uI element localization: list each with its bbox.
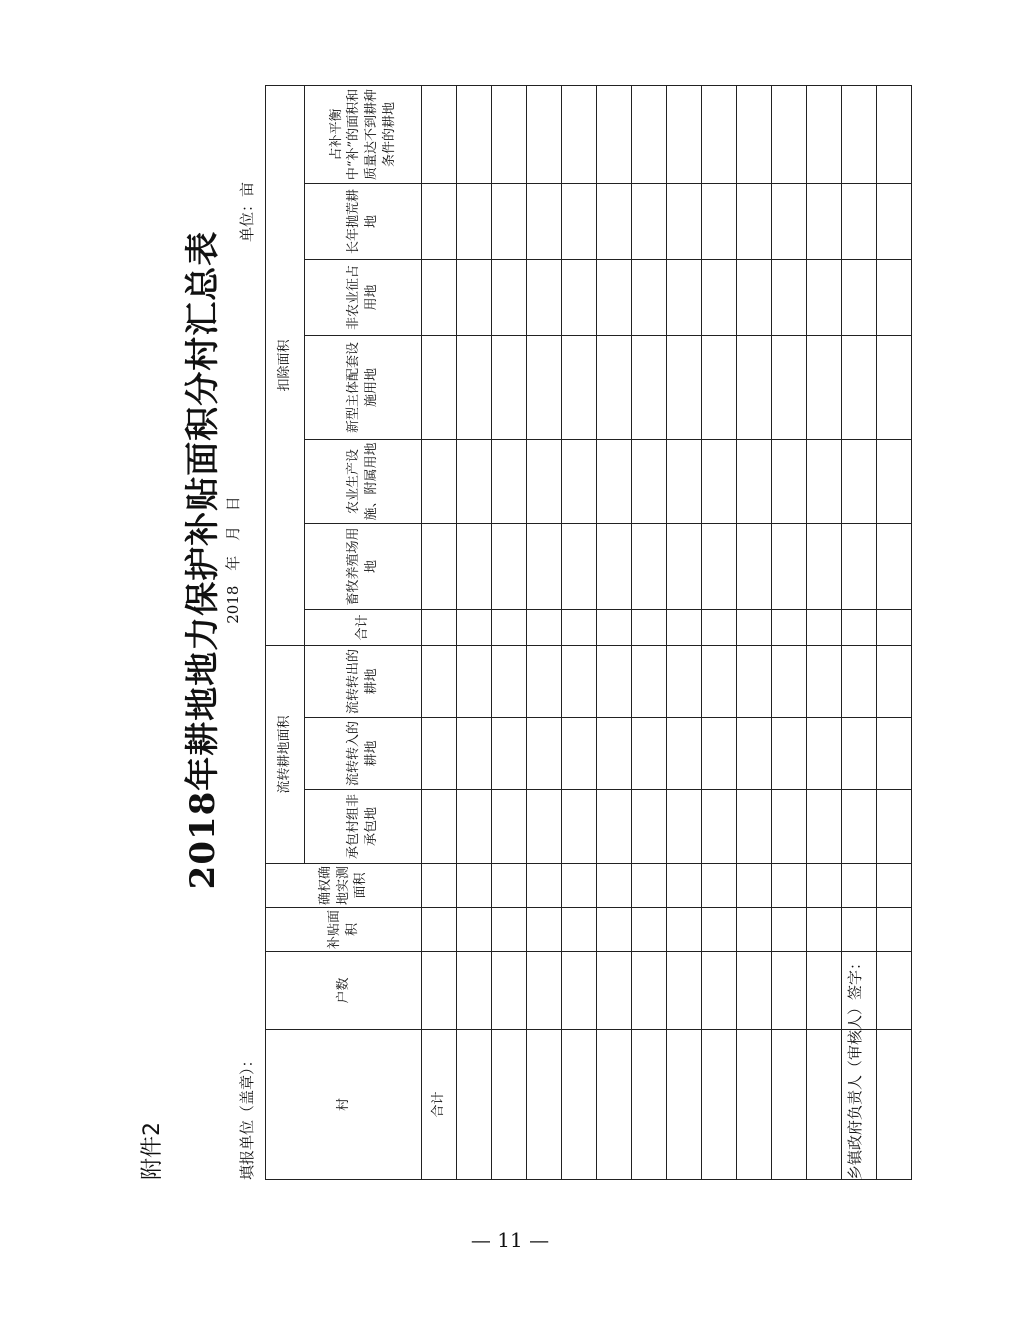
- table-cell: [492, 864, 527, 908]
- table-cell: [807, 790, 842, 864]
- table-cell: [422, 440, 457, 524]
- table-cell: [842, 718, 877, 790]
- table-cell: [737, 646, 772, 718]
- table-cell: [597, 184, 632, 260]
- table-cell: [492, 524, 527, 610]
- table-cell: [842, 908, 877, 952]
- table-cell: [667, 184, 702, 260]
- table-cell: [562, 85, 597, 183]
- table-cell: [667, 1030, 702, 1180]
- table-cell: [562, 908, 597, 952]
- table-cell: [877, 646, 912, 718]
- table-cell: [737, 790, 772, 864]
- table-cell: [667, 610, 702, 646]
- table-cell: [807, 864, 842, 908]
- table-cell: [842, 524, 877, 610]
- table-cell: [597, 864, 632, 908]
- table-cell: [632, 790, 667, 864]
- table-cell: [492, 646, 527, 718]
- table-cell: [702, 1030, 737, 1180]
- table-row: [492, 85, 527, 1179]
- table-cell: [842, 440, 877, 524]
- table-cell: [737, 952, 772, 1030]
- table-cell: [632, 260, 667, 336]
- table-cell: [772, 1030, 807, 1180]
- table-cell: [632, 440, 667, 524]
- table-cell: [737, 524, 772, 610]
- table-row: [702, 85, 737, 1179]
- table-cell: [807, 610, 842, 646]
- table-cell: [632, 610, 667, 646]
- table-cell: [842, 610, 877, 646]
- table-cell: [702, 952, 737, 1030]
- table-cell: [877, 260, 912, 336]
- table-cell: [737, 440, 772, 524]
- table-cell: [667, 790, 702, 864]
- table-cell: [597, 85, 632, 183]
- table-cell: [562, 524, 597, 610]
- table-cell: [877, 952, 912, 1030]
- header-deduct-col: 合计: [305, 610, 422, 646]
- table-cell: [527, 790, 562, 864]
- table-cell: [702, 184, 737, 260]
- table-cell: [737, 336, 772, 440]
- table-cell: [597, 718, 632, 790]
- table-cell: [457, 952, 492, 1030]
- table-cell: [492, 718, 527, 790]
- header-deduct-col: 占补平衡中“补”的面积和质量达不到耕种条件的耕地: [305, 85, 422, 183]
- table-cell: [422, 260, 457, 336]
- table-cell: [457, 646, 492, 718]
- table-cell: [842, 864, 877, 908]
- header-deduct-group: 扣除面积: [266, 85, 305, 645]
- table-cell: [562, 864, 597, 908]
- table-cell: [632, 85, 667, 183]
- table-cell: [772, 85, 807, 183]
- table-cell: [842, 85, 877, 183]
- table-cell: [562, 646, 597, 718]
- table-cell: [807, 952, 842, 1030]
- table-cell: [562, 610, 597, 646]
- table-cell: [597, 646, 632, 718]
- table-cell: [562, 260, 597, 336]
- table-cell: [667, 85, 702, 183]
- table-cell: [807, 718, 842, 790]
- table-cell: [422, 85, 457, 183]
- table-cell: [807, 336, 842, 440]
- table-cell: [702, 336, 737, 440]
- table-cell: [632, 952, 667, 1030]
- table-cell: [877, 718, 912, 790]
- table-cell: [737, 1030, 772, 1180]
- table-cell: [667, 260, 702, 336]
- table-cell: [527, 260, 562, 336]
- table-cell: [702, 718, 737, 790]
- table-cell: [492, 1030, 527, 1180]
- table-cell: [562, 184, 597, 260]
- table-row: [737, 85, 772, 1179]
- table-cell: [667, 952, 702, 1030]
- table-cell: [702, 260, 737, 336]
- table-row: [772, 85, 807, 1179]
- total-row-label: 合计: [422, 1030, 457, 1180]
- table-cell: [667, 646, 702, 718]
- table-cell: [457, 864, 492, 908]
- table-cell: [527, 908, 562, 952]
- table-cell: [422, 790, 457, 864]
- table-cell: [877, 440, 912, 524]
- table-cell: [422, 336, 457, 440]
- table-row: [457, 85, 492, 1179]
- header-subsidy-area: 补贴面积: [266, 908, 422, 952]
- table-cell: [737, 718, 772, 790]
- header-transfer-col: 流转转出的耕地: [305, 646, 422, 718]
- header-village: 村: [266, 1030, 422, 1180]
- table-cell: [877, 184, 912, 260]
- table-cell: [457, 85, 492, 183]
- table-cell: [702, 524, 737, 610]
- table-cell: [667, 524, 702, 610]
- table-cell: [492, 952, 527, 1030]
- table-cell: [597, 610, 632, 646]
- filler-unit-label: 填报单位（盖章）：: [238, 1052, 256, 1180]
- table-cell: [877, 610, 912, 646]
- table-cell: [422, 646, 457, 718]
- header-deduct-col: 长年抛荒耕地: [305, 184, 422, 260]
- table-cell: [772, 718, 807, 790]
- table-cell: [422, 184, 457, 260]
- table-cell: [632, 718, 667, 790]
- table-cell: [877, 864, 912, 908]
- table-cell: [667, 336, 702, 440]
- table-cell: [737, 908, 772, 952]
- table-row: [877, 85, 912, 1179]
- table-cell: [422, 864, 457, 908]
- table-cell: [492, 85, 527, 183]
- table-cell: [422, 718, 457, 790]
- table-cell: [632, 908, 667, 952]
- table-cell: [492, 336, 527, 440]
- table-cell: [737, 864, 772, 908]
- table-cell: [772, 908, 807, 952]
- table-cell: [807, 85, 842, 183]
- attachment-label: 附件2: [140, 1122, 165, 1180]
- table-cell: [877, 790, 912, 864]
- table-row: [527, 85, 562, 1179]
- table-cell: [842, 790, 877, 864]
- total-row: [422, 85, 457, 1179]
- table-cell: [702, 864, 737, 908]
- table-row: [807, 85, 842, 1179]
- table-cell: [632, 864, 667, 908]
- page-number: — 11 —: [470, 1228, 550, 1252]
- table-cell: [527, 184, 562, 260]
- table-cell: [772, 440, 807, 524]
- table-cell: [597, 1030, 632, 1180]
- table-cell: [702, 440, 737, 524]
- table-cell: [772, 610, 807, 646]
- table-cell: [807, 184, 842, 260]
- table-cell: [632, 336, 667, 440]
- table-cell: [562, 336, 597, 440]
- table-cell: [772, 524, 807, 610]
- table-cell: [562, 790, 597, 864]
- date-line: 2018 年 月 日: [224, 496, 242, 624]
- unit-label: 单位：亩: [238, 181, 256, 242]
- table-cell: [527, 952, 562, 1030]
- table-cell: [667, 864, 702, 908]
- table-cell: [562, 718, 597, 790]
- header-deduct-col: 非农业征占用地: [305, 260, 422, 336]
- table-cell: [737, 85, 772, 183]
- table-cell: [492, 610, 527, 646]
- table-cell: [597, 336, 632, 440]
- table-cell: [702, 646, 737, 718]
- table-cell: [527, 646, 562, 718]
- table-cell: [632, 184, 667, 260]
- table-cell: [807, 908, 842, 952]
- table-cell: [457, 1030, 492, 1180]
- table-cell: [667, 440, 702, 524]
- table-cell: [492, 260, 527, 336]
- page-title: 2018年耕地地力保护补贴面积分村汇总表: [183, 230, 223, 890]
- table-cell: [702, 85, 737, 183]
- header-transfer-col: 流转转入的耕地: [305, 718, 422, 790]
- table-cell: [457, 790, 492, 864]
- table-cell: [702, 610, 737, 646]
- table-cell: [667, 908, 702, 952]
- table-cell: [492, 790, 527, 864]
- table-cell: [772, 952, 807, 1030]
- table-cell: [597, 260, 632, 336]
- table-cell: [807, 1030, 842, 1180]
- header-deduct-col: 新型主体配套设施用地: [305, 336, 422, 440]
- table-cell: [772, 184, 807, 260]
- table-cell: [597, 440, 632, 524]
- table-cell: [597, 790, 632, 864]
- table-cell: [772, 790, 807, 864]
- table-cell: [562, 952, 597, 1030]
- table-cell: [457, 610, 492, 646]
- signature-label: 乡镇政府负责人（审核人）签字：: [846, 954, 864, 1180]
- header-deduct-col: 农业生产设施、附属用地: [305, 440, 422, 524]
- table-cell: [667, 718, 702, 790]
- table-cell: [527, 864, 562, 908]
- table-cell: [422, 524, 457, 610]
- table-cell: [772, 864, 807, 908]
- table-cell: [527, 85, 562, 183]
- table-cell: [457, 908, 492, 952]
- table-cell: [702, 790, 737, 864]
- header-households: 户数: [266, 952, 422, 1030]
- table-cell: [527, 610, 562, 646]
- table-cell: [702, 908, 737, 952]
- table-cell: [527, 336, 562, 440]
- table-cell: [877, 336, 912, 440]
- table-cell: [842, 184, 877, 260]
- table-cell: [842, 336, 877, 440]
- header-transfer-col: 承包村组非承包地: [305, 790, 422, 864]
- table-cell: [807, 646, 842, 718]
- table-cell: [457, 440, 492, 524]
- table-row: [667, 85, 702, 1179]
- table-cell: [597, 952, 632, 1030]
- header-transfer-group: 流转耕地面积: [266, 646, 305, 864]
- table-cell: [877, 85, 912, 183]
- table-row: [562, 85, 597, 1179]
- table-cell: [737, 184, 772, 260]
- table-cell: [737, 260, 772, 336]
- table-cell: [527, 524, 562, 610]
- table-cell: [422, 610, 457, 646]
- table-cell: [632, 646, 667, 718]
- table-cell: [807, 440, 842, 524]
- table-cell: [562, 1030, 597, 1180]
- table-cell: [772, 260, 807, 336]
- table-cell: [877, 908, 912, 952]
- header-confirmed-area: 确权确地实测面积: [266, 864, 422, 908]
- table-cell: [422, 908, 457, 952]
- table-cell: [492, 908, 527, 952]
- header-deduct-col: 畜牧养殖场用地: [305, 524, 422, 610]
- table-cell: [842, 646, 877, 718]
- table-cell: [842, 260, 877, 336]
- table-row: [632, 85, 667, 1179]
- table-cell: [632, 524, 667, 610]
- table-cell: [457, 260, 492, 336]
- table-cell: [877, 524, 912, 610]
- table-cell: [807, 260, 842, 336]
- table-cell: [807, 524, 842, 610]
- table-cell: [457, 524, 492, 610]
- table-cell: [597, 908, 632, 952]
- table-row: [597, 85, 632, 1179]
- table-cell: [492, 184, 527, 260]
- table-cell: [527, 440, 562, 524]
- table-cell: [422, 952, 457, 1030]
- table-cell: [772, 336, 807, 440]
- table-cell: [457, 336, 492, 440]
- table-cell: [597, 524, 632, 610]
- table-cell: [457, 184, 492, 260]
- table-cell: [562, 440, 597, 524]
- table-cell: [527, 1030, 562, 1180]
- table-cell: [492, 440, 527, 524]
- table-cell: [877, 1030, 912, 1180]
- table-cell: [632, 1030, 667, 1180]
- table-cell: [772, 646, 807, 718]
- summary-table: [265, 85, 912, 1180]
- table-cell: [457, 718, 492, 790]
- table-cell: [737, 610, 772, 646]
- table-cell: [527, 718, 562, 790]
